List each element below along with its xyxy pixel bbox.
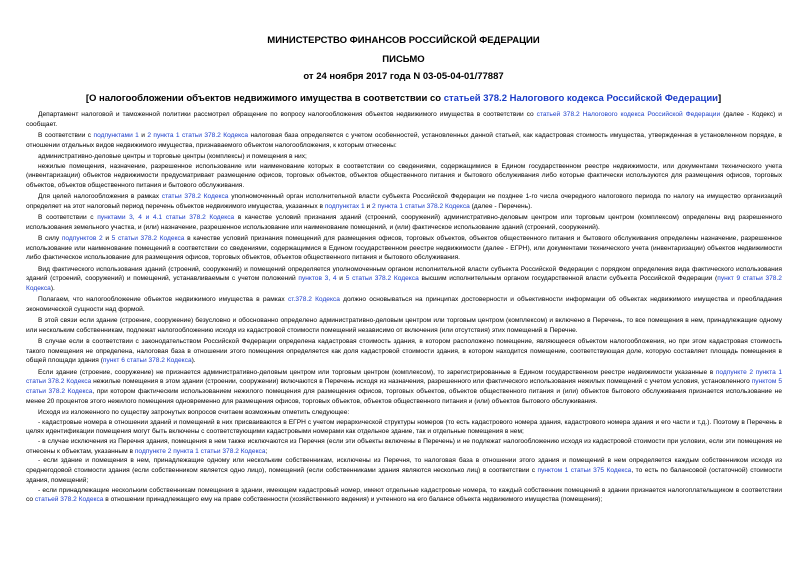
list-item-average-value: [26, 456, 782, 485]
paragraph-conditions-buildings: [26, 213, 782, 232]
article-378-2-link[interactable]: статьей 378.2 Кодекса: [34, 496, 104, 504]
subparagraph-2-link[interactable]: 2 пункта 1 статьи 378.2 Кодекса: [372, 202, 470, 210]
paragraph-not-business-center: [26, 368, 782, 407]
paragraph-intro: [26, 110, 782, 129]
point-9-link[interactable]: пункт 9 статьи 378.2 Кодекса: [26, 275, 782, 292]
text: , то есть по балансовой (остаточной) стоимости здания, помещений;: [26, 467, 782, 484]
subparagraph-2-link[interactable]: подпункте 2 пункта 1 статьи 378.2 Кодекса: [134, 447, 266, 455]
point-5-link[interactable]: пунктом 5 статьи 378.2 Кодекса: [26, 378, 782, 395]
document-date-number: от 24 ноября 2017 года N 03-05-04-01/77887: [303, 71, 504, 82]
text: и: [102, 234, 112, 242]
points-3-4-link[interactable]: пунктов 3, 4: [298, 275, 337, 283]
text: - в случае исключения из Перечня здания, помещения в нем также исключаются из Перечня (если эти объекты включены в Перечень) и не подлежат налогообложению исходя из кадастровой стоимости при условии, если эти помещения не отнесены к объектам, указанным в: [26, 438, 782, 455]
subparagraph-2-link[interactable]: подпункте 2 пункта 1 статьи 378.2 Кодекса: [26, 368, 783, 386]
text: , при котором фактическим использованием нежилого помещения для размещения офисов, торговых объектов, объектов общественного питания и (или) объектов бытового обслуживания признается использование не менее 20 процентов этого нежилого помещения одновременно для размещения офисов, торговых объектов, объектов общественного питания и (или) объектов бытового обслуживания.: [26, 387, 782, 405]
text: - если здание и помещения в нем, принадлежащие одному или нескольким собственникам, исключены из Перечня, то налоговая база в отношении этого здания и помещений в нем определяется каждым собственником исходя из среднегодовой стоимости здания (если собственником является одно лицо), помещений (если собственниками здания являются несколько лиц) в соответствии с: [26, 457, 782, 475]
subparagraphs-2-link[interactable]: подпунктов 2: [61, 234, 103, 242]
text: - если принадлежащие нескольким собственникам помещения в здании, имеющем кадастровый номер, имеют отдельные кадастровые номера, то каждый собственник помещений в здании признается налогоплательщиком в соответствии со: [26, 486, 782, 504]
text: в качестве условий признания зданий (строений, сооружений) административно-деловым центром или торговым центром (комплексом) определены вид разрешенного использования земельного участка, и (или) назначение, разрешенное использование или наименование помещений, и (или) фактическое использование зданий (строений, сооружений).: [26, 214, 783, 231]
article-378-2-link[interactable]: ст.378.2 Кодекса: [287, 296, 340, 304]
ministry-heading: МИНИСТЕРСТВО ФИНАНСОВ РОССИЙСКОЙ ФЕДЕРАЦИИ: [267, 35, 540, 46]
text: налоговая база определяется с учетом особенностей, установленных данной статьей, как кадастровая стоимость имущества, утвержденная в установленном порядке, в отношении отдельных видов недвижимого имущества, признаваемого объектом налогообложения, к которым отнесены:: [26, 131, 782, 149]
text: уполномоченный орган исполнительной власти субъекта Российской Федерации не позднее 1-го числа очередного налогового периода по налогу на имущество организаций определяет на этот налоговый период перечень объектов недвижимого имущества, указанных в: [26, 193, 783, 210]
point-5-link[interactable]: 5 статьи 378.2 Кодекса: [111, 234, 185, 242]
article-378-2-link[interactable]: статьи 378.2 Кодекса: [161, 193, 229, 201]
subject-article-link[interactable]: статьей 378.2 Налогового кодекса Российской Федерации: [443, 93, 719, 104]
text: (далее - Кодекс) и сообщает.: [26, 111, 782, 128]
list-item-cadastral-numbers: - кадастровые номера в отношении зданий и помещений в них присваиваются в ЕГРН с учетом иерархической структуры номеров (то есть кадастрового номера здания, кадастрового номера здания и его части и т.д.). Поэтому в Перечень в целях идентификации помещения могут быть включены с соответствующими кадастровыми номерами как отдельное здание, так и отдельные помещения в нем;: [26, 418, 782, 436]
text: Для целей налогообложения в рамках: [38, 193, 162, 201]
paragraph-list-definition: [26, 192, 782, 211]
text: Если здание (строение, сооружение) не признается административно-деловым центром или торговым центром (комплексом), то зарегистрированные в Едином государственном реестре недвижимости указанные в: [38, 368, 716, 376]
paragraph-actual-use: [26, 265, 782, 294]
text: ;: [265, 447, 268, 455]
text: В соответствии с: [38, 214, 98, 222]
subject-prefix: [О налогообложении объектов недвижимого имущества в соответствии со: [85, 93, 444, 104]
document-type: ПИСЬМО: [382, 54, 425, 65]
text: в отношении принадлежащего ему на праве собственности (хозяйственного ведения) и учтенного на его балансе объекта недвижимого имущества (помещения);: [103, 496, 603, 504]
point-5-link[interactable]: 5 статьи 378.2 Кодекса: [345, 275, 419, 283]
paragraph-conditions-premises: [26, 234, 782, 263]
text: В соответствии с: [38, 131, 94, 139]
document-subject: [0, 93, 807, 105]
paragraph-business-centers: административно-деловые центры и торговые центры (комплексы) и помещения в них;: [38, 152, 307, 160]
text: должно основываться на принципах достоверности и объективности информации об объектах недвижимого имущества и преобладания экономической сущности над формой.: [26, 296, 782, 313]
list-item-exclusion: [26, 437, 782, 456]
point-6-link[interactable]: пункт 6 статьи 378.2 Кодекса: [102, 357, 192, 365]
text: высшим исполнительным органом государственной власти субъекта Российской Федерации (: [418, 275, 718, 283]
paragraph-cadastral-share: [26, 337, 782, 366]
paragraph-included-building: В этой связи если здание (строение, сооружение) безусловно и обоснованно определено административно-деловым центром или торговым центром (комплексом) и включено в Перечень, то все помещения в нем, принадлежащие одному или нескольким собственникам, подлежат налогообложению исходя из кадастровой стоимости помещений независимо от включения (или отсутствия) этих помещений в Перечне.: [26, 317, 782, 334]
subparagraphs-1-link[interactable]: подпунктах 1: [324, 202, 365, 210]
subject-suffix: ]: [718, 93, 722, 104]
text: и: [138, 131, 148, 139]
text: Департамент налоговой и таможенной политики рассмотрел обращение по вопросу налогообложения объектов недвижимого имущества в соответствии со: [38, 111, 537, 118]
text: ).: [50, 284, 55, 292]
text: Полагаем, что налогообложение объектов недвижимого имущества в рамках: [38, 296, 288, 304]
text: в качестве условий признания помещений для размещения офисов, торговых объектов, объектов общественного питания и бытового обслуживания определены назначение, разрешенное использование или наименование помещений в соответствии со сведениями, содержащимися в Едином государственном реестре недвижимости (далее - ЕГРН), или документами технического учета (инвентаризации) объектов недвижимости либо фактическое использование для размещения офисов, торговых объектов, объектов общественного питания и бытового обслуживания.: [26, 234, 782, 262]
text: и: [336, 275, 346, 283]
text: В случае если в соответствии с законодательством Российской Федерации определена кадастровая стоимость здания, в котором расположено помещение, являющееся объектом налогообложения, но при этом кадастровая стоимость такого помещения не определена, налоговая база в отношении этого помещения определяется как доля кадастровой стоимости здания, в котором находится помещение, соответствующая доле, которую составляет площадь помещения в общей площади здания (: [26, 337, 782, 365]
text: и: [364, 202, 372, 210]
paragraph-nonresidential: нежилые помещения, назначение, разрешенное использование или наименование которых в соответствии со сведениями, содержащимися в Едином государственном реестре недвижимости, или документами технического учета (инвентаризации) объектов недвижимости предусматривает размещение офисов, торговых объектов, объектов общественного питания и бытового обслуживания либо которые фактически используются для размещения офисов, торговых объектов, объектов общественного питания и бытового обслуживания.: [26, 162, 782, 189]
text: ).: [191, 357, 196, 365]
subparagraphs-1-link[interactable]: подпунктами 1: [93, 131, 139, 139]
points-3-4-link[interactable]: пунктами 3, 4 и 4.1 статьи 378.2 Кодекса: [97, 214, 235, 222]
document-body: [26, 110, 782, 505]
subparagraph-2-link[interactable]: 2 пункта 1 статьи 378.2 Кодекса: [147, 131, 249, 139]
text: нежилые помещения в этом здании (строении, сооружении) включаются в Перечень исходя из назначения, разрешенного или фактического использования нежилых помещений с учетом условия, установленного: [91, 378, 752, 386]
paragraph-conclusion-intro: Исходя из изложенного по существу затронутых вопросов считаем возможным отметить следующее:: [38, 408, 350, 416]
list-item-separate-numbers: [26, 486, 782, 505]
article-375-link[interactable]: пунктом 1 статьи 375 Кодекса: [537, 467, 632, 475]
paragraph-tax-base: [26, 131, 782, 150]
paragraph-principles: [26, 295, 782, 314]
text: В силу: [38, 234, 62, 242]
article-378-2-link[interactable]: статьей 378.2 Налогового кодекса Российской Федерации: [536, 111, 721, 118]
text: Вид фактического использования зданий (строений, сооружений) и помещений определяется уполномоченным органом исполнительной власти субъекта Российской Федерации с порядком определения вида фактического использования зданий (строений, сооружений) и помещений, устанавливаемым с учетом положений: [26, 265, 782, 283]
text: (далее - Перечень).: [469, 202, 533, 210]
